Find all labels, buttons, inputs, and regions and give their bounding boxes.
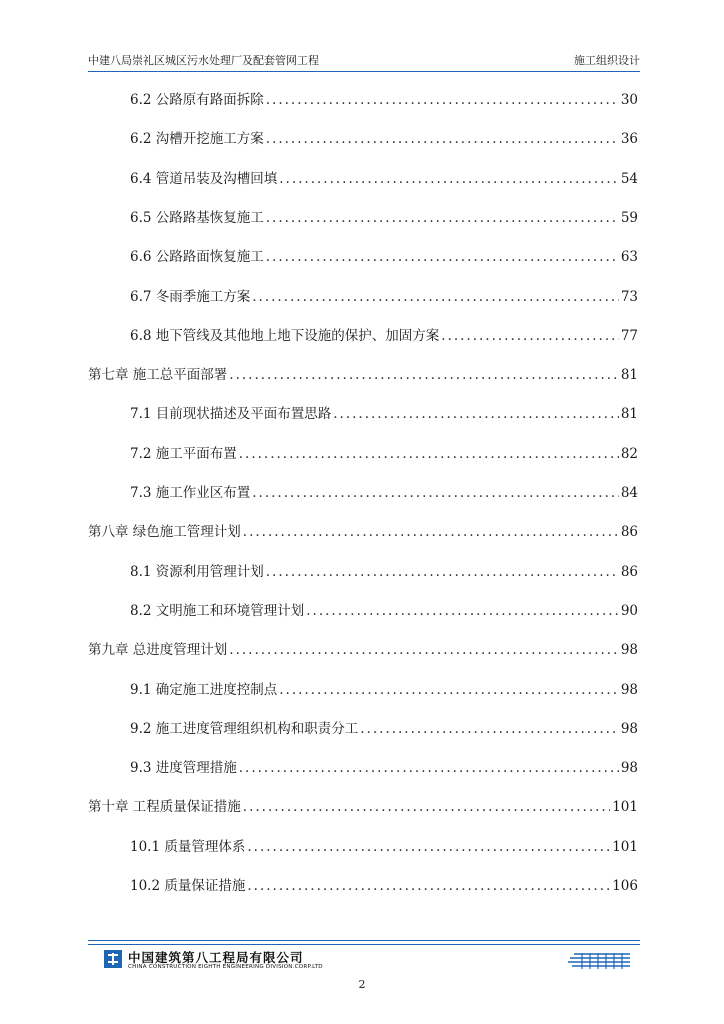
toc-entry-title: 9.3 进度管理措施 bbox=[130, 760, 237, 777]
toc-chapter-entry[interactable] bbox=[88, 795, 638, 815]
toc-section-entry[interactable] bbox=[130, 678, 638, 698]
toc-section-entry[interactable] bbox=[130, 167, 638, 187]
footer-company-name-cn: 中国建筑第八工程局有限公司 bbox=[128, 950, 304, 965]
toc-entry-page: 106 bbox=[612, 878, 638, 894]
toc-section-entry[interactable] bbox=[130, 835, 638, 855]
toc-leader-dots bbox=[247, 878, 610, 894]
toc-entry-page: 36 bbox=[620, 131, 638, 148]
toc-entry-title: 6.7 冬雨季施工方案 bbox=[130, 288, 251, 305]
page-number: 2 bbox=[358, 978, 366, 991]
toc-entry-title: 第十章 工程质量保证措施 bbox=[88, 799, 241, 816]
page-header bbox=[88, 50, 640, 72]
toc-leader-dots bbox=[243, 799, 610, 815]
toc-entry-page: 30 bbox=[620, 92, 638, 108]
toc-entry-page: 98 bbox=[620, 642, 638, 659]
toc-entry-page: 63 bbox=[620, 249, 638, 266]
toc-section-entry[interactable] bbox=[130, 245, 638, 265]
toc-leader-dots bbox=[279, 682, 619, 698]
toc-entry-title: 7.3 施工作业区布置 bbox=[130, 485, 251, 501]
toc-chapter-entry[interactable] bbox=[88, 638, 638, 658]
cscec-logo-icon bbox=[104, 950, 122, 968]
toc-chapter-entry[interactable] bbox=[88, 363, 638, 383]
toc-entry-page: 81 bbox=[620, 406, 638, 423]
toc-leader-dots bbox=[266, 249, 619, 265]
toc-entry-page: 90 bbox=[620, 602, 638, 619]
toc-leader-dots bbox=[279, 171, 619, 187]
toc-section-entry[interactable] bbox=[130, 756, 638, 776]
toc-entry-title: 9.2 施工进度管理组织机构和职责分工 bbox=[130, 720, 359, 737]
toc-leader-dots bbox=[266, 210, 619, 226]
toc-entry-title: 第七章 施工总平面部署 bbox=[88, 367, 228, 384]
toc-entry-title: 6.5 公路路基恢复施工 bbox=[130, 209, 264, 226]
toc-entry-page: 101 bbox=[612, 838, 638, 855]
toc-leader-dots bbox=[229, 367, 619, 383]
toc-entry-page: 59 bbox=[620, 209, 638, 226]
toc-entry-page: 54 bbox=[620, 170, 638, 187]
toc-section-entry[interactable] bbox=[130, 442, 638, 462]
toc-entry-page: 77 bbox=[620, 327, 638, 344]
footer-divider bbox=[88, 940, 640, 941]
toc-leader-dots bbox=[266, 564, 619, 580]
toc-section-entry[interactable] bbox=[130, 127, 638, 147]
toc-entry-page: 98 bbox=[620, 760, 638, 777]
toc-section-entry[interactable] bbox=[130, 560, 638, 580]
toc-leader-dots bbox=[441, 328, 619, 344]
toc-entry-page: 86 bbox=[620, 524, 638, 541]
toc-section-entry[interactable] bbox=[130, 874, 638, 894]
toc-entry-title: 6.8 地下管线及其他地上地下设施的保护、加固方案 bbox=[130, 327, 440, 344]
toc-entry-title: 7.1 目前现状描述及平面布置思路 bbox=[130, 406, 332, 423]
toc-section-entry[interactable] bbox=[130, 599, 638, 619]
toc-entry-title: 7.2 施工平面布置 bbox=[130, 445, 237, 462]
toc-entry-page: 73 bbox=[620, 288, 638, 305]
toc-section-entry[interactable] bbox=[130, 206, 638, 226]
toc-entry-page: 84 bbox=[620, 485, 638, 501]
toc-entry-page: 98 bbox=[620, 681, 638, 698]
toc-entry-title: 第九章 总进度管理计划 bbox=[88, 642, 228, 659]
toc-entry-title: 6.4 管道吊装及沟槽回填 bbox=[130, 170, 278, 187]
toc-entry-title: 第八章 绿色施工管理计划 bbox=[88, 524, 241, 541]
toc-leader-dots bbox=[266, 131, 619, 147]
toc-entry-title: 9.1 确定施工进度控制点 bbox=[130, 681, 278, 698]
toc-leader-dots bbox=[306, 603, 619, 619]
toc-section-entry[interactable] bbox=[130, 88, 638, 108]
toc-entry-page: 101 bbox=[612, 799, 638, 816]
toc-entry-title: 6.6 公路路面恢复施工 bbox=[130, 249, 264, 266]
toc-entry-title: 8.2 文明施工和环境管理计划 bbox=[130, 602, 305, 619]
toc-leader-dots bbox=[252, 485, 619, 501]
toc-entry-title: 6.2 公路原有路面拆除 bbox=[130, 92, 264, 108]
toc-leader-dots bbox=[239, 446, 619, 462]
toc-entry-title: 10.2 质量保证措施 bbox=[130, 878, 246, 894]
toc-section-entry[interactable] bbox=[130, 481, 638, 501]
toc-entry-page: 86 bbox=[620, 563, 638, 580]
toc-entry-title: 10.1 质量管理体系 bbox=[130, 838, 246, 855]
toc-leader-dots bbox=[266, 92, 619, 108]
toc-entry-title: 8.1 资源利用管理计划 bbox=[130, 563, 264, 580]
toc-leader-dots bbox=[360, 721, 619, 737]
header-project-title: 中建八局崇礼区城区污水处理厂及配套管网工程 bbox=[88, 54, 319, 67]
header-document-type: 施工组织设计 bbox=[574, 54, 640, 67]
toc-entry-page: 81 bbox=[620, 367, 638, 384]
footer-divider-thin bbox=[88, 944, 640, 945]
toc-chapter-entry[interactable] bbox=[88, 520, 638, 540]
toc-entry-page: 82 bbox=[620, 445, 638, 462]
toc-leader-dots bbox=[229, 642, 619, 658]
toc-leader-dots bbox=[239, 760, 619, 776]
toc-section-entry[interactable] bbox=[130, 717, 638, 737]
toc-section-entry[interactable] bbox=[130, 285, 638, 305]
cscec-wave-mark-icon bbox=[566, 952, 632, 970]
toc-leader-dots bbox=[243, 524, 619, 540]
toc-section-entry[interactable] bbox=[130, 402, 638, 422]
toc-leader-dots bbox=[247, 839, 610, 855]
toc-section-entry[interactable] bbox=[130, 324, 638, 344]
toc-leader-dots bbox=[333, 406, 619, 422]
footer-company-name-en: CHINA CONSTRUCTION EIGHTH ENGINEERING DIVISION.CORP.LTD bbox=[128, 964, 323, 970]
toc-entry-page: 98 bbox=[620, 720, 638, 737]
header-divider bbox=[88, 71, 640, 72]
toc-leader-dots bbox=[252, 289, 619, 305]
toc-entry-title: 6.2 沟槽开挖施工方案 bbox=[130, 131, 264, 148]
